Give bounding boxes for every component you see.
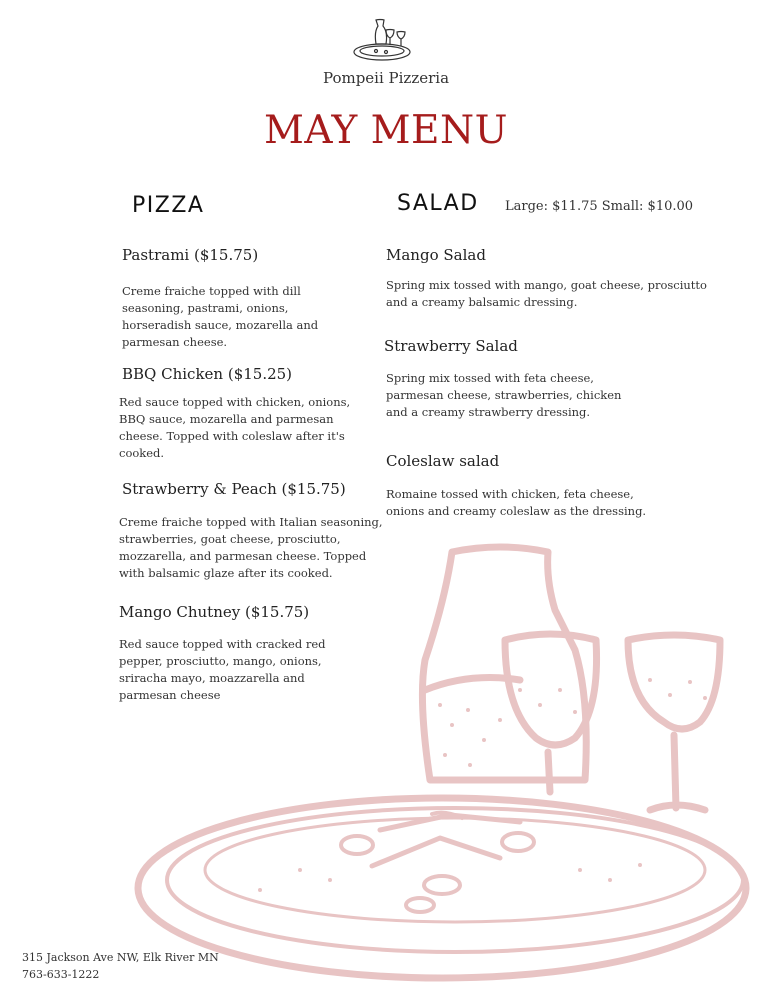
pizza-item-description: Creme fraiche topped with Italian seasoning, strawberries, goat cheese, prosciutto, mozzarella, and parmesan cheese. Topped with balsamic glaze after its cooked. (119, 515, 383, 580)
pizza-and-wine-icon (350, 16, 414, 64)
salad-item-name: Coleslaw salad (386, 452, 500, 470)
salad-item-description: Romaine tossed with chicken, feta cheese, onions and creamy coleslaw as the dressing. (386, 487, 647, 518)
salad-item-name: Mango Salad (386, 246, 486, 264)
salad-section-title: SALAD (397, 191, 479, 216)
menu-title: MAY MENU (263, 108, 509, 153)
address: 315 Jackson Ave NW, Elk River MN (22, 951, 219, 964)
pizza-section-title: PIZZA (132, 193, 205, 218)
pizza-item-description: Red sauce topped with chicken, onions, BBQ sauce, mozarella and parmesan cheese. Topped with coleslaw after it's cooked. (119, 395, 351, 460)
phone-number: 763-633-1222 (22, 968, 100, 981)
pizza-item-name: Strawberry & Peach ($15.75) (122, 480, 346, 498)
pizza-item-description: Red sauce topped with cracked red pepper, prosciutto, mango, onions, sriracha mayo, moazzarella and parmesan cheese (119, 637, 326, 702)
pizza-item-name: BBQ Chicken ($15.25) (122, 365, 293, 383)
salad-item-name: Strawberry Salad (384, 337, 518, 355)
pizza-item-name: Mango Chutney ($15.75) (119, 603, 310, 621)
salad-item-description: Spring mix tossed with mango, goat cheese, prosciutto and a creamy balsamic dressing. (386, 278, 707, 309)
restaurant-name: Pompeii Pizzeria (322, 69, 450, 87)
pizza-item-description: Creme fraiche topped with dill seasoning, pastrami, onions, horseradish sauce, mozarella and parmesan cheese. (122, 284, 319, 349)
salad-prices: Large: $11.75 Small: $10.00 (505, 199, 694, 214)
footer-contact (22, 949, 219, 983)
salad-item-description: Spring mix tossed with feta cheese, parmesan cheese, strawberries, chicken and a creamy strawberry dressing. (386, 371, 622, 419)
pizza-item-name: Pastrami ($15.75) (122, 246, 259, 264)
